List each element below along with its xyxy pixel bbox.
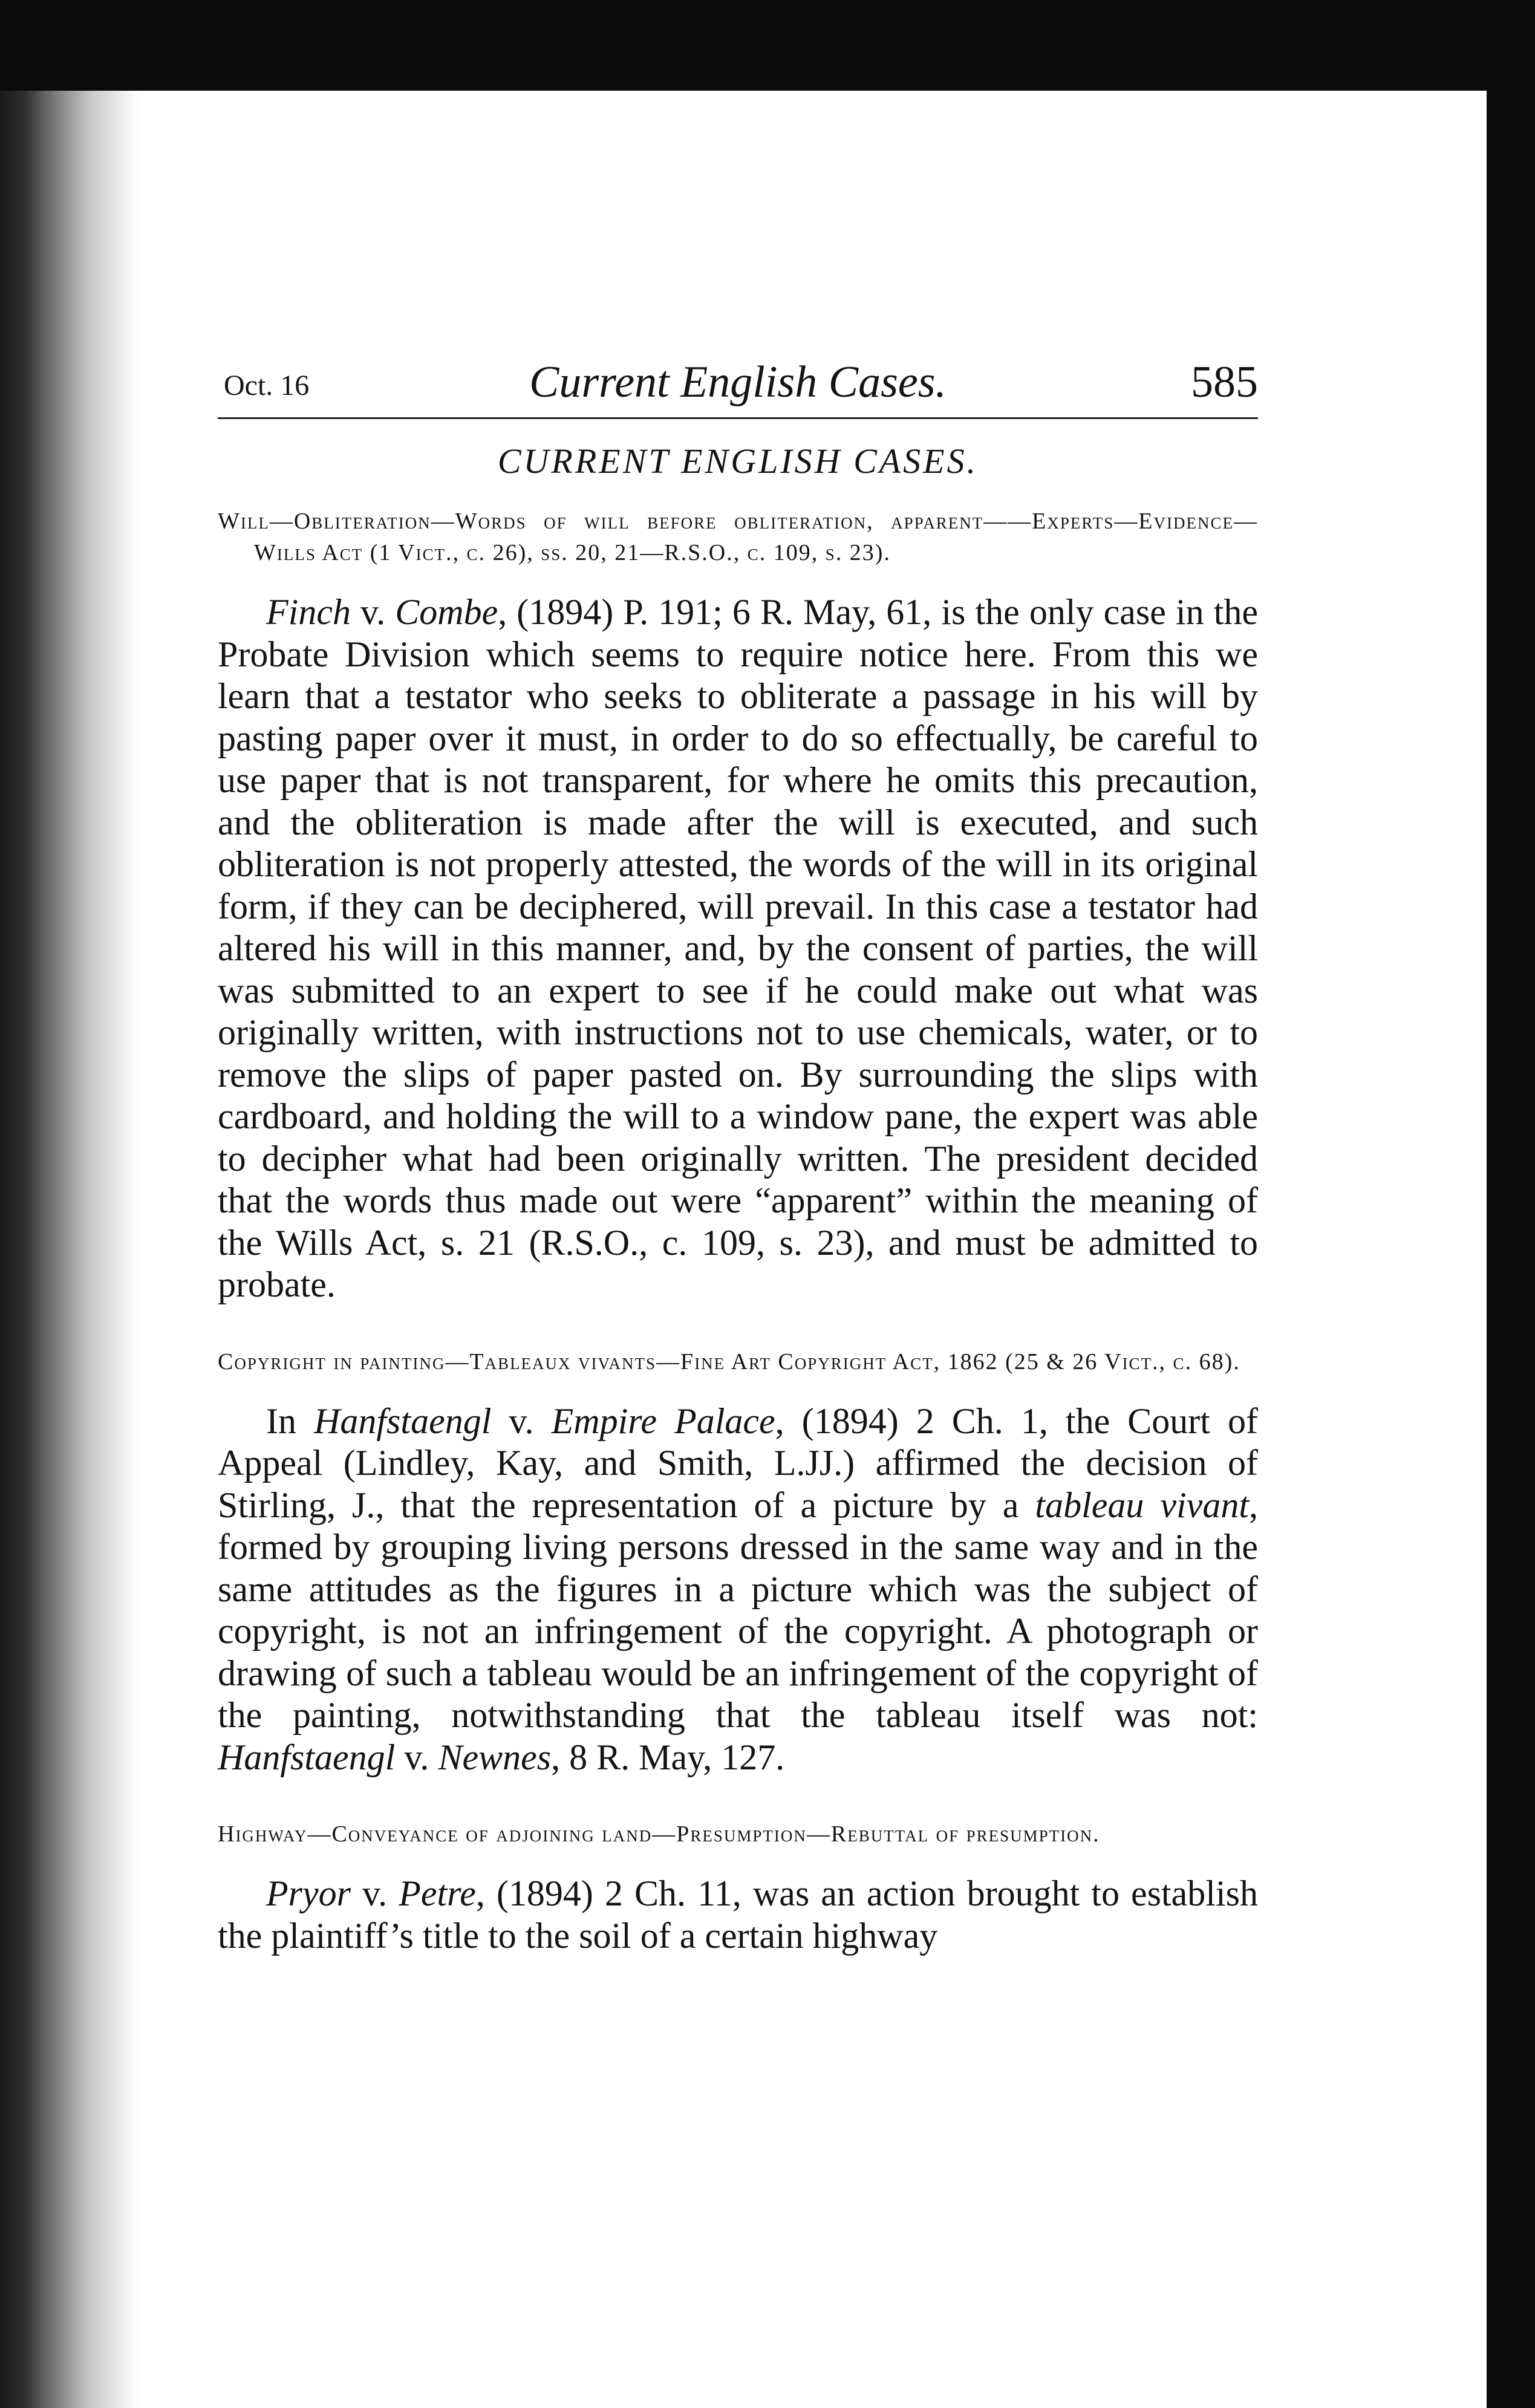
section-heading-3: Highway—Conveyance of adjoining land—Presumption—Rebuttal of presumption. <box>218 1821 1100 1847</box>
scan-right-border <box>1487 0 1535 2408</box>
header-date: Oct. 16 <box>224 369 310 402</box>
section-body-1: Finch v. Combe, (1894) P. 191; 6 R. May, 61, is the only case in the Probate Division which seems to require notice here. From this we learn that a testator who seeks to obliterate a passage in his will by pasting paper over it must, in order to do so effectually, be careful to use paper that is not transparent, for where he omits this precaution, and the obliteration is made after the will is executed, and such obliteration is not properly attested, the words of the will in its original form, if they can be deciphered, will prevail. In this case a testator had altered his will in this manner, and, by the consent of parties, the will was submitted to an expert to see if he could make out what was originally written, with instructions not to use chemicals, water, or to remove the slips of paper pasted on. By surrounding the slips with cardboard, and holding the will to a window pane, the expert was able to decipher what had been originally written. The president decided that the words thus made out were “apparent” within the meaning of the Wills Act, s. 21 (R.S.O., c. 109, s. 23), and must be admitted to probate. <box>218 592 1258 1304</box>
section-heading-2: Copyright in painting—Tableaux vivants—Fine Art Copyright Act, 1862 (25 & 26 Vict., c. 68). <box>218 1349 1240 1375</box>
section-body-2: In Hanfstaengl v. Empire Palace, (1894) 2 Ch. 1, the Court of Appeal (Lindley, Kay, and Smith, L.JJ.) affirmed the decision of Stirling, J., that the representation of a picture by a tableau vivant, formed by grouping living persons dressed in the same way and in the same attitudes as the figures in a picture which was the subject of copyright, is not an infringement of the copyright. A photograph or drawing of such a tableau would be an infringement of the copyright of the painting, notwithstanding that the tableau itself was not: Hanfstaengl v. Newnes, 8 R. May, 127. <box>218 1401 1258 1777</box>
page-title: CURRENT ENGLISH CASES. <box>497 441 979 481</box>
scan-top-border <box>0 0 1535 91</box>
section-heading-1: Will—Obliteration—Words of will before obliteration, apparent——Experts—Evidence—Wills Act (1 Vict., c. 26), ss. 20, 21—R.S.O., c. 109, s. 23). <box>218 509 1258 565</box>
scan-edge-shadow <box>0 0 139 2408</box>
page <box>218 351 1258 1997</box>
header-running-title: Current English Cases. <box>529 357 947 407</box>
running-header <box>218 351 1258 419</box>
page-number: 585 <box>1191 357 1258 407</box>
section-body-3: Pryor v. Petre, (1894) 2 Ch. 11, was an action brought to establish the plaintiff’s title to the soil of a certain highway <box>218 1873 1258 1956</box>
